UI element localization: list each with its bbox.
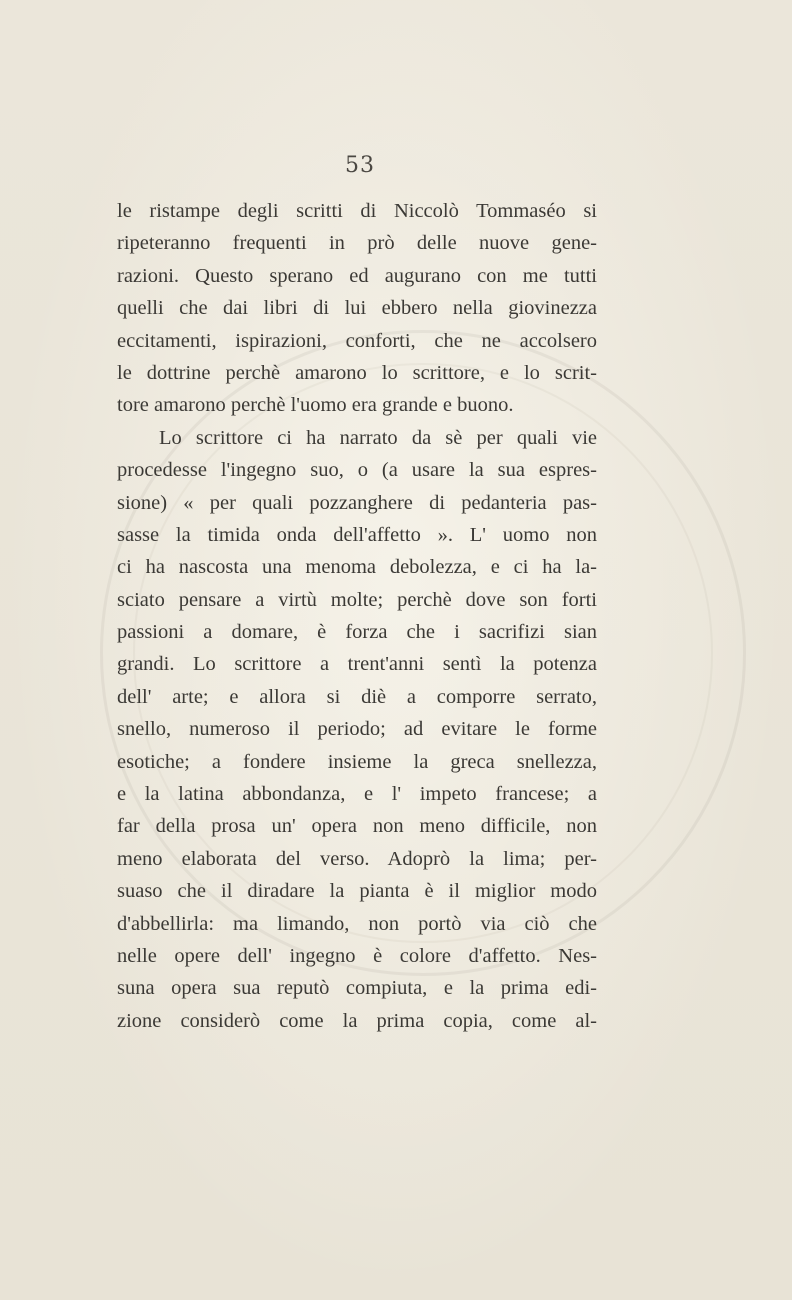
- text-line: esotiche; a fondere insieme la greca snellezza,: [117, 750, 597, 773]
- page-number: 53: [345, 153, 375, 178]
- text-line: grandi. Lo scrittore a trent'anni sentì la potenza: [117, 653, 597, 676]
- text-line: ripeteranno frequenti in prò delle nuove gene-: [117, 232, 597, 255]
- text-line: e la latina abbondanza, e l' impeto francese; a: [117, 783, 597, 806]
- text-line: dell' arte; e allora si diè a comporre serrato,: [117, 685, 597, 708]
- text-line: snello, numeroso il periodo; ad evitare le forme: [117, 718, 597, 741]
- text-line: procedesse l'ingegno suo, o (a usare la sua espres-: [117, 459, 597, 482]
- text-line: suna opera sua reputò compiuta, e la prima edi-: [117, 977, 597, 1000]
- text-line: eccitamenti, ispirazioni, conforti, che ne accolsero: [117, 329, 597, 352]
- text-line: quelli che dai libri di lui ebbero nella giovinezza: [117, 297, 597, 320]
- text-line: ci ha nascosta una menoma debolezza, e ci ha la-: [117, 556, 597, 579]
- body-text: [117, 195, 597, 1037]
- text-line: meno elaborata del verso. Adoprò la lima; per-: [117, 847, 597, 870]
- text-line: tore amarono perchè l'uomo era grande e buono.: [117, 394, 514, 417]
- text-line: sciato pensare a virtù molte; perchè dove son forti: [117, 588, 597, 611]
- text-line: sasse la timida onda dell'affetto ». L' uomo non: [117, 523, 597, 546]
- text-line: le ristampe degli scritti di Niccolò Tommaséo si: [117, 200, 597, 222]
- text-line: Lo scrittore ci ha narrato da sè per quali vie: [159, 426, 597, 449]
- text-line: suaso che il diradare la pianta è il miglior modo: [117, 880, 597, 903]
- text-line: zione considerò come la prima copia, come al-: [117, 1009, 597, 1032]
- text-line: razioni. Questo sperano ed augurano con me tutti: [117, 264, 597, 287]
- text-line: sione) « per quali pozzanghere di pedanteria pas-: [117, 491, 597, 514]
- text-line: nelle opere dell' ingegno è colore d'affetto. Nes-: [117, 944, 597, 967]
- text-line: d'abbellirla: ma limando, non portò via ciò che: [117, 912, 597, 935]
- text-line: passioni a domare, è forza che i sacrifizi sian: [117, 621, 597, 644]
- text-line: le dottrine perchè amarono lo scrittore, e lo scrit-: [117, 361, 597, 384]
- text-line: far della prosa un' opera non meno difficile, non: [117, 815, 597, 838]
